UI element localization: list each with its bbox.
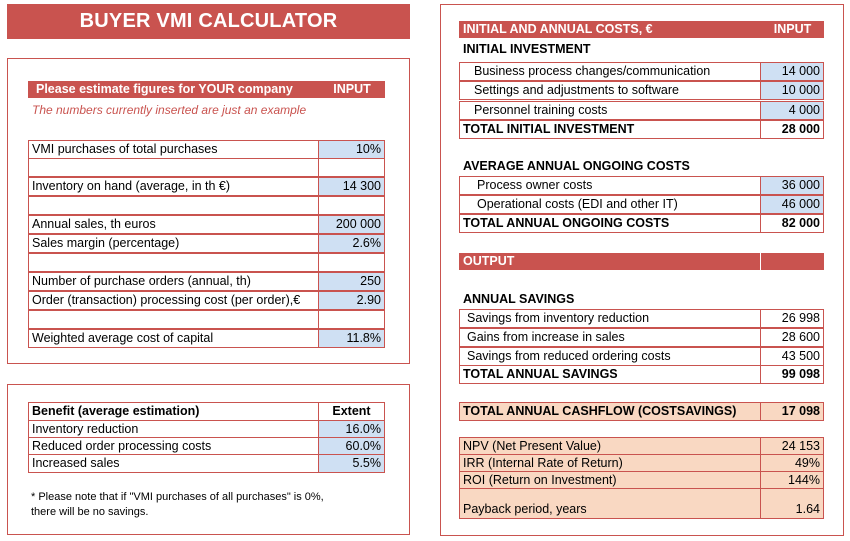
cost-row bbox=[459, 62, 824, 81]
annual-sales-input[interactable]: 200 000 bbox=[319, 215, 385, 234]
input-row-margin bbox=[28, 234, 385, 253]
output-header-label: OUTPUT bbox=[459, 253, 761, 270]
purchase-orders-input[interactable]: 250 bbox=[319, 272, 385, 291]
cost-row bbox=[459, 101, 824, 120]
output-header bbox=[459, 253, 824, 270]
process-owner-input[interactable]: 36 000 bbox=[761, 176, 824, 195]
total-ongoing-row bbox=[459, 214, 824, 233]
sales-gains-value: 28 600 bbox=[761, 328, 824, 347]
vmi-purchases-input[interactable]: 10% bbox=[319, 140, 385, 159]
cost-row bbox=[459, 81, 824, 100]
total-savings-row bbox=[459, 365, 824, 384]
savings-label: Gains from increase in sales bbox=[459, 328, 761, 347]
metric-label: IRR (Internal Rate of Return) bbox=[459, 454, 761, 473]
input-label: Order (transaction) processing cost (per order),€ bbox=[28, 291, 319, 310]
order-processing-value[interactable]: 60.0% bbox=[319, 437, 385, 456]
input-row-spacer bbox=[28, 158, 385, 177]
costs-header bbox=[459, 21, 824, 38]
input-panel-header-input: INPUT bbox=[319, 81, 385, 98]
input-row-sales bbox=[28, 215, 385, 234]
inventory-savings-value: 26 998 bbox=[761, 309, 824, 328]
metric-label: NPV (Net Present Value) bbox=[459, 437, 761, 456]
input-row-orders bbox=[28, 272, 385, 291]
spacer-cell bbox=[319, 310, 385, 329]
costs-header-input: INPUT bbox=[761, 21, 824, 38]
savings-label: Savings from reduced ordering costs bbox=[459, 347, 761, 366]
spacer-cell bbox=[28, 253, 319, 272]
savings-row bbox=[459, 347, 824, 366]
page-title: BUYER VMI CALCULATOR bbox=[7, 4, 410, 39]
input-label: VMI purchases of total purchases bbox=[28, 140, 319, 159]
payback-label bbox=[459, 488, 761, 519]
payback-value bbox=[761, 488, 824, 519]
benefit-label: Inventory reduction bbox=[28, 420, 319, 439]
input-label: Weighted average cost of capital bbox=[28, 329, 319, 348]
spacer-cell bbox=[319, 158, 385, 177]
total-ongoing-value: 82 000 bbox=[761, 214, 824, 233]
total-savings-value: 99 098 bbox=[761, 365, 824, 384]
total-initial-label: TOTAL INITIAL INVESTMENT bbox=[459, 120, 761, 139]
input-row-inventory bbox=[28, 177, 385, 196]
input-row-spacer bbox=[28, 253, 385, 272]
process-changes-input[interactable]: 14 000 bbox=[761, 62, 824, 81]
input-panel-header-label: Please estimate figures for YOUR company bbox=[28, 81, 319, 98]
cashflow-label: TOTAL ANNUAL CASHFLOW (COSTSAVINGS) bbox=[459, 402, 761, 421]
benefit-header-extent: Extent bbox=[319, 402, 385, 421]
total-initial-row bbox=[459, 120, 824, 139]
input-row-cost bbox=[28, 291, 385, 310]
annual-savings-title: ANNUAL SAVINGS bbox=[463, 292, 575, 306]
payback-label-text: Payback period, years bbox=[463, 502, 587, 516]
savings-row bbox=[459, 309, 824, 328]
spacer-cell bbox=[28, 196, 319, 215]
cost-label: Personnel training costs bbox=[459, 101, 761, 120]
benefit-label: Increased sales bbox=[28, 454, 319, 473]
input-row-spacer bbox=[28, 196, 385, 215]
input-panel-header bbox=[28, 81, 385, 98]
input-row-spacer bbox=[28, 310, 385, 329]
input-label: Number of purchase orders (annual, th) bbox=[28, 272, 319, 291]
spacer-cell bbox=[28, 158, 319, 177]
spacer-cell bbox=[319, 196, 385, 215]
ordering-savings-value: 43 500 bbox=[761, 347, 824, 366]
training-costs-input[interactable]: 4 000 bbox=[761, 101, 824, 120]
npv-value: 24 153 bbox=[761, 437, 824, 456]
cashflow-row bbox=[459, 402, 824, 421]
cashflow-value: 17 098 bbox=[761, 402, 824, 421]
footnote-line1: * Please note that if "VMI purchases of all purchases" is 0%, bbox=[31, 491, 324, 503]
cost-label: Settings and adjustments to software bbox=[459, 81, 761, 100]
benefit-row bbox=[28, 454, 385, 473]
benefit-header bbox=[28, 402, 385, 421]
input-row-wacc bbox=[28, 329, 385, 348]
increased-sales-value[interactable]: 5.5% bbox=[319, 454, 385, 473]
ongoing-costs-title: AVERAGE ANNUAL ONGOING COSTS bbox=[463, 159, 690, 173]
roi-value: 144% bbox=[761, 471, 824, 490]
cost-label: Business process changes/communication bbox=[459, 62, 761, 81]
input-label: Inventory on hand (average, in th €) bbox=[28, 177, 319, 196]
savings-label: Savings from inventory reduction bbox=[459, 309, 761, 328]
inventory-reduction-value[interactable]: 16.0% bbox=[319, 420, 385, 439]
costs-header-label: INITIAL AND ANNUAL COSTS, € bbox=[459, 21, 761, 38]
spacer-cell bbox=[319, 253, 385, 272]
operational-costs-input[interactable]: 46 000 bbox=[761, 195, 824, 214]
software-settings-input[interactable]: 10 000 bbox=[761, 81, 824, 100]
footnote-line2: there will be no savings. bbox=[31, 506, 149, 518]
payback-row bbox=[459, 488, 824, 519]
sales-margin-input[interactable]: 2.6% bbox=[319, 234, 385, 253]
total-savings-label: TOTAL ANNUAL SAVINGS bbox=[459, 365, 761, 384]
savings-row bbox=[459, 328, 824, 347]
example-note: The numbers currently inserted are just an example bbox=[32, 103, 307, 117]
initial-investment-title: INITIAL INVESTMENT bbox=[463, 42, 591, 56]
output-header-blank bbox=[761, 253, 824, 270]
input-label: Annual sales, th euros bbox=[28, 215, 319, 234]
spacer-cell bbox=[28, 310, 319, 329]
metric-label: ROI (Return on Investment) bbox=[459, 471, 761, 490]
order-cost-input[interactable]: 2.90 bbox=[319, 291, 385, 310]
input-label: Sales margin (percentage) bbox=[28, 234, 319, 253]
cost-label: Operational costs (EDI and other IT) bbox=[459, 195, 761, 214]
benefit-header-label: Benefit (average estimation) bbox=[28, 402, 319, 421]
total-ongoing-label: TOTAL ANNUAL ONGOING COSTS bbox=[459, 214, 761, 233]
irr-value: 49% bbox=[761, 454, 824, 473]
inventory-input[interactable]: 14 300 bbox=[319, 177, 385, 196]
input-row-vmi bbox=[28, 140, 385, 159]
cost-label: Process owner costs bbox=[459, 176, 761, 195]
cost-row bbox=[459, 176, 824, 195]
payback-value-text: 1.64 bbox=[795, 502, 820, 516]
total-initial-value: 28 000 bbox=[761, 120, 824, 139]
benefit-label: Reduced order processing costs bbox=[28, 437, 319, 456]
cost-row bbox=[459, 195, 824, 214]
wacc-input[interactable]: 11.8% bbox=[319, 329, 385, 348]
